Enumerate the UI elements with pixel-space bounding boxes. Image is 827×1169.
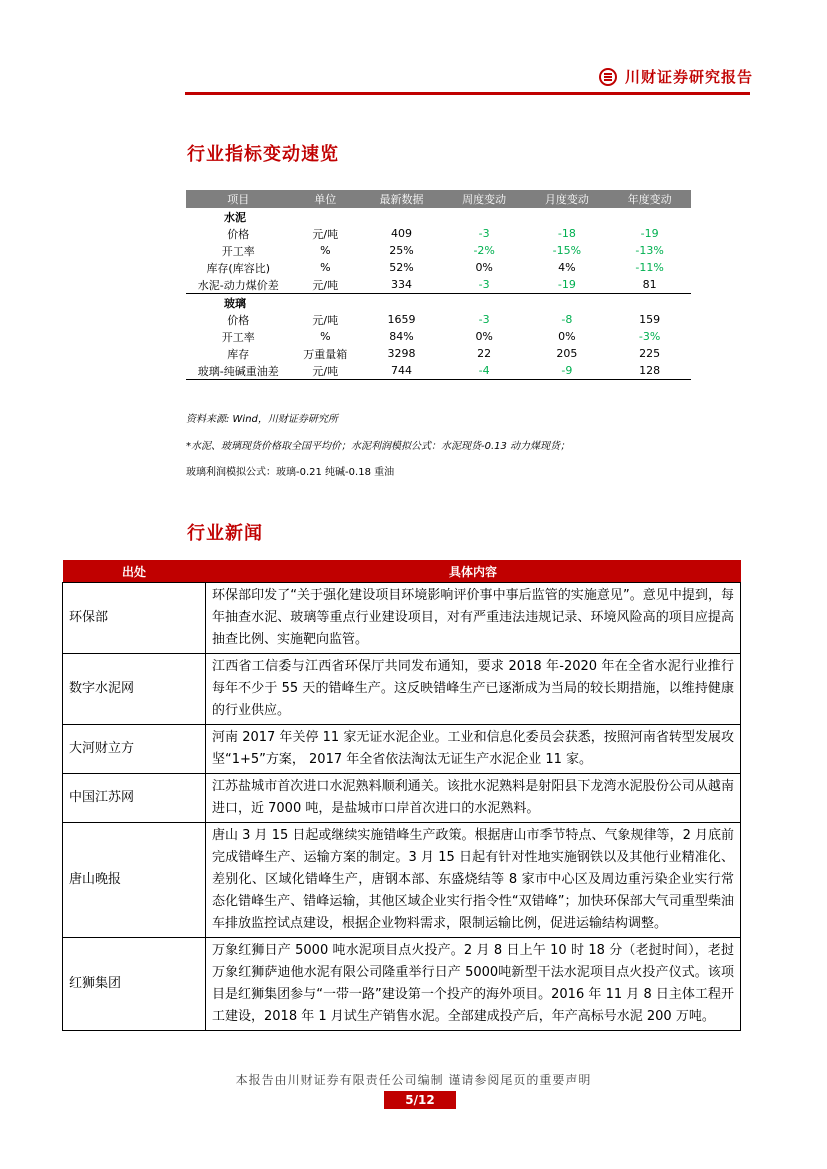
table-row	[186, 225, 691, 242]
table-row	[186, 311, 691, 328]
news-content: 河南 2017 年关停 11 家无证水泥企业。工业和信息化委员会获悉，按照河南省转型发展攻坚“1+5”方案， 2017 年全省依法淘汰无证生产水泥企业 11 家。	[206, 725, 741, 774]
cell: 84%	[389, 330, 414, 343]
cell: 159	[639, 313, 661, 326]
cell: %	[320, 330, 331, 343]
cell: 元/吨	[290, 362, 360, 380]
col-header: 月度变动	[526, 190, 609, 208]
group-label: 水泥	[224, 210, 246, 224]
group-row-glass	[186, 294, 691, 312]
cell: 价格	[227, 313, 250, 327]
cell: 库存(库容比)	[206, 261, 271, 275]
cell: 409	[390, 227, 412, 240]
news-row	[63, 938, 741, 1031]
news-source: 环保部	[63, 583, 206, 654]
cell: -4	[443, 362, 526, 380]
news-content: 江西省工信委与江西省环保厅共同发布通知，要求 2018 年-2020 年在全省水泥行业推行每年不少于 55 天的错峰生产。这反映错峰生产已逐渐成为当局的较长期措施，以维持健康的行业供应。	[206, 654, 741, 725]
news-header-row	[63, 560, 741, 583]
cell: 52%	[389, 261, 414, 274]
col-header: 单位	[290, 190, 360, 208]
cell: 25%	[389, 244, 414, 257]
cell: 334	[360, 276, 443, 294]
brand-logo-icon	[599, 68, 617, 86]
group-row-cement	[186, 208, 691, 225]
news-row	[63, 774, 741, 823]
page-number: 5/12	[384, 1091, 456, 1109]
cell: 开工率	[221, 330, 255, 344]
cell: 库存	[227, 347, 250, 361]
cell: 元/吨	[290, 276, 360, 294]
source-note: 资料来源: Wind，川财证券研究所	[186, 414, 338, 425]
news-content: 万象红狮日产 5000 吨水泥项目点火投产。2 月 8 日上午 10 时 18 分（老挝时间），老挝万象红狮萨迪他水泥有限公司隆重举行日产 5000吨新型干法水泥项目点火投产仪式。该项目是红狮集团参与“一带一路”建设第一个投产的海外项目。2016 年 11 月 8 日主体工程开工建设，2018 年 1 月试生产销售水泥。全部建成投产后，年产高标号水泥 200 万吨。	[206, 938, 741, 1031]
cell: 水泥-动力煤价差	[186, 276, 290, 294]
cell: 744	[360, 362, 443, 380]
col-header: 出处	[63, 560, 206, 583]
news-source: 唐山晚报	[63, 823, 206, 938]
cell: 81	[608, 276, 691, 294]
col-header: 周度变动	[443, 190, 526, 208]
cell: -15%	[552, 244, 582, 257]
cell: -19	[640, 227, 659, 240]
cell: 玻璃-纯碱重油差	[186, 362, 290, 380]
group-label: 玻璃	[224, 296, 246, 310]
col-header: 具体内容	[206, 560, 741, 583]
news-source: 大河财立方	[63, 725, 206, 774]
footnote-2: 玻璃利润模拟公式：玻璃-0.21 纯碱-0.18 重油	[186, 467, 395, 478]
news-source: 红狮集团	[63, 938, 206, 1031]
cell: -19	[526, 276, 609, 294]
table-row	[186, 328, 691, 345]
col-header: 项目	[186, 190, 290, 208]
header-rule	[185, 92, 750, 95]
cell: 0%	[475, 330, 493, 343]
cell: 价格	[227, 227, 250, 241]
cell: 225	[639, 347, 661, 360]
cell: 开工率	[221, 244, 255, 258]
footer-disclaimer: 本报告由川财证券有限责任公司编制 谨请参阅尾页的重要声明	[235, 1073, 592, 1087]
news-source: 数字水泥网	[63, 654, 206, 725]
cell: 元/吨	[312, 227, 339, 241]
news-source: 中国江苏网	[63, 774, 206, 823]
cell: -3%	[638, 330, 661, 343]
cell: -3	[443, 276, 526, 294]
cell: -13%	[635, 244, 664, 257]
table-row	[186, 345, 691, 362]
brand-header	[599, 66, 753, 87]
cell: 元/吨	[312, 313, 339, 327]
cell: 22	[477, 347, 492, 360]
news-content: 环保部印发了“关于强化建设项目环境影响评价事中事后监管的实施意见”。意见中提到，每年抽查水泥、玻璃等重点行业建设项目，对有严重违法违规记录、环境风险高的项目应提高抽查比例、实施靶向监管。	[206, 583, 741, 654]
col-header: 年度变动	[608, 190, 691, 208]
section-title-indicators: 行业指标变动速览	[187, 144, 339, 165]
cell: -11%	[635, 261, 664, 274]
cell: -8	[561, 313, 573, 326]
indicator-header-row	[186, 190, 691, 208]
cell: 万重量箱	[303, 347, 348, 361]
col-header: 最新数据	[360, 190, 443, 208]
news-content: 江苏盐城市首次进口水泥熟料顺利通关。该批水泥熟料是射阳县下龙湾水泥股份公司从越南进口，近 7000 吨，是盐城市口岸首次进口的水泥熟料。	[206, 774, 741, 823]
table-row	[186, 259, 691, 276]
cell: 128	[608, 362, 691, 380]
news-row	[63, 725, 741, 774]
news-row	[63, 654, 741, 725]
cell: 0%	[475, 261, 493, 274]
brand-name: 川财证券研究报告	[624, 68, 753, 86]
table-row	[186, 362, 691, 380]
cell: 0%	[558, 330, 576, 343]
footnote-1: *水泥、玻璃现货价格取全国平均价；水泥利润模拟公式：水泥现货-0.13 动力煤现货；	[186, 441, 571, 452]
cell: -3	[478, 313, 490, 326]
cell: -2%	[473, 244, 495, 257]
indicator-table	[186, 190, 691, 380]
cell: -3	[478, 227, 490, 240]
cell: 1659	[387, 313, 416, 326]
cell: 4%	[558, 261, 576, 274]
news-table	[62, 560, 741, 1031]
news-content: 唐山 3 月 15 日起或继续实施错峰生产政策。根据唐山市季节特点、气象规律等，2 月底前完成错峰生产、运输方案的制定。3 月 15 日起有针对性地实施钢铁以及其他行业精准化、差别化、区域化错峰生产，唐钢本部、东盛烧结等 8 家市中心区及周边重污染企业实行常态化错峰生产、错峰运输，其他区域企业实行指令性“双错峰”；加快环保部大气司重型柴油车排放监控试点建设，根据企业物料需求，限制运输比例，促进运输结构调整。	[206, 823, 741, 938]
news-row	[63, 823, 741, 938]
table-row	[186, 276, 691, 294]
cell: -9	[526, 362, 609, 380]
cell: 3298	[387, 347, 416, 360]
cell: %	[320, 261, 331, 274]
table-row	[186, 242, 691, 259]
cell: -18	[557, 227, 576, 240]
news-row	[63, 583, 741, 654]
section-title-news: 行业新闻	[187, 523, 263, 544]
cell: %	[320, 244, 331, 257]
cell: 205	[556, 347, 578, 360]
